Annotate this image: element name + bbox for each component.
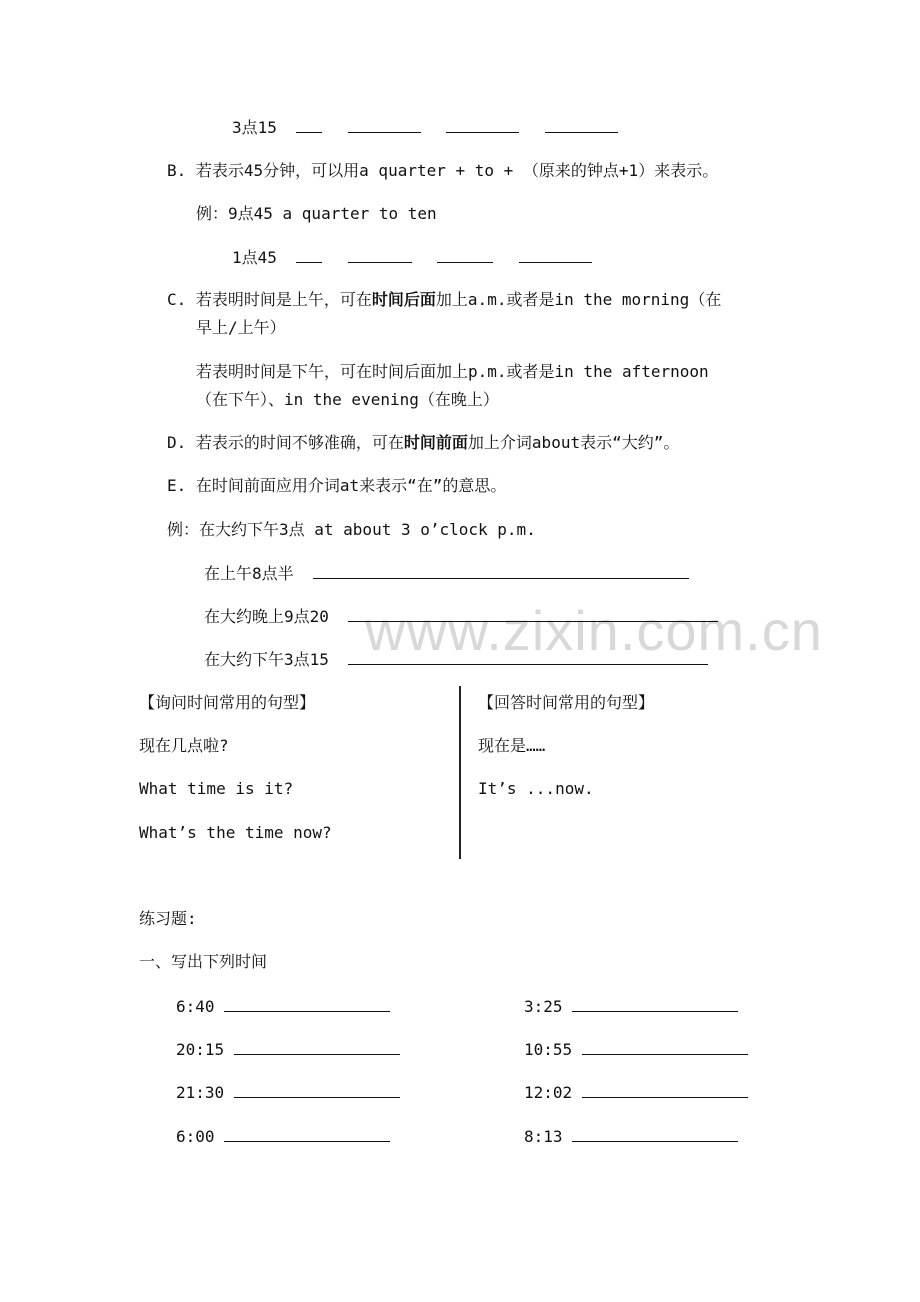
time-exercise-left xyxy=(176,1081,416,1104)
rule-c-pm-line2: （在下午）、in the evening（在晚上） xyxy=(196,390,499,409)
answer-blank[interactable] xyxy=(348,648,708,665)
time-exercise-right xyxy=(524,995,754,1018)
time-exercise-right xyxy=(524,1081,764,1104)
ask-en-1: What time is it? xyxy=(139,779,294,798)
answer-blank[interactable] xyxy=(437,246,493,263)
rule-c-text: C. 若表明时间是上午，可在 xyxy=(167,290,372,309)
answer-blank[interactable] xyxy=(296,246,322,263)
answer-blank[interactable] xyxy=(545,116,618,133)
time-exercise-right xyxy=(524,1125,754,1148)
answer-blank[interactable] xyxy=(348,116,421,133)
time-label: 1点45 xyxy=(232,248,277,267)
answer-en: It’s ...now. xyxy=(478,779,594,798)
answer-blank[interactable] xyxy=(348,246,412,263)
time-label: 6:00 xyxy=(176,1127,215,1146)
answer-blank[interactable] xyxy=(582,1038,748,1055)
rule-c xyxy=(167,289,721,311)
rule-b-example: 例：9点45 a quarter to ten xyxy=(196,204,437,223)
ask-en-2: What’s the time now? xyxy=(139,823,332,842)
time-label: 3:25 xyxy=(524,997,563,1016)
answer-blank[interactable] xyxy=(224,995,390,1012)
time-label: 12:02 xyxy=(524,1083,573,1102)
rule-c-line2: 早上/上午） xyxy=(196,318,286,337)
ask-heading: 【询问时间常用的句型】 xyxy=(139,693,316,712)
answer-blank[interactable] xyxy=(572,1125,738,1142)
ask-cn: 现在几点啦? xyxy=(139,736,229,755)
rule-d-text: D. 若表示的时间不够准确，可在 xyxy=(167,433,404,452)
rule-b: B. 若表示45分钟，可以用a quarter + to + （原来的钟点+1）来表示。 xyxy=(167,161,719,180)
time-exercise-left xyxy=(176,1125,406,1148)
rule-d-emphasis: 时间前面 xyxy=(403,433,468,452)
answer-blank[interactable] xyxy=(234,1081,400,1098)
answer-blank[interactable] xyxy=(572,995,738,1012)
exercise-e-1 xyxy=(204,562,705,585)
question-label: 在大约下午3点15 xyxy=(204,650,329,669)
rule-c-text: 加上a.m.或者是in the morning（在 xyxy=(435,290,722,309)
rule-d-text: 加上介词about表示“大约”。 xyxy=(467,433,680,452)
rule-e-example: 例：在大约下午3点 at about 3 o’clock p.m. xyxy=(167,520,536,539)
time-label: 10:55 xyxy=(524,1040,573,1059)
watermark: www.zixin.com.cn xyxy=(365,599,823,662)
exercise-title: 练习题: xyxy=(139,909,197,928)
time-label: 8:13 xyxy=(524,1127,563,1146)
column-divider xyxy=(459,686,461,859)
answer-blank[interactable] xyxy=(519,246,592,263)
section-one-title: 一、写出下列时间 xyxy=(139,952,268,971)
time-exercise-left xyxy=(176,1038,416,1061)
question-label: 在上午8点半 xyxy=(204,564,294,583)
rule-d xyxy=(167,432,679,454)
answer-blank[interactable] xyxy=(224,1125,390,1142)
rule-e: E. 在时间前面应用介词at来表示“在”的意思。 xyxy=(167,476,507,495)
rule-c-emphasis: 时间后面 xyxy=(371,290,436,309)
time-label: 20:15 xyxy=(176,1040,225,1059)
line-3-15 xyxy=(232,116,634,139)
answer-blank[interactable] xyxy=(348,605,718,622)
answer-blank[interactable] xyxy=(313,562,689,579)
answer-blank[interactable] xyxy=(446,116,519,133)
time-label: 21:30 xyxy=(176,1083,225,1102)
line-1-45 xyxy=(232,246,608,269)
exercise-e-2 xyxy=(204,605,734,628)
answer-blank[interactable] xyxy=(296,116,322,133)
time-label: 6:40 xyxy=(176,997,215,1016)
time-label: 3点15 xyxy=(232,118,277,137)
answer-blank[interactable] xyxy=(234,1038,400,1055)
time-exercise-left xyxy=(176,995,406,1018)
exercise-e-3 xyxy=(204,648,724,671)
time-exercise-right xyxy=(524,1038,764,1061)
question-label: 在大约晚上9点20 xyxy=(204,607,329,626)
rule-c-pm: 若表明时间是下午，可在时间后面加上p.m.或者是in the afternoon xyxy=(196,362,709,381)
answer-heading: 【回答时间常用的句型】 xyxy=(478,693,655,712)
answer-cn: 现在是…… xyxy=(478,736,546,755)
answer-blank[interactable] xyxy=(582,1081,748,1098)
